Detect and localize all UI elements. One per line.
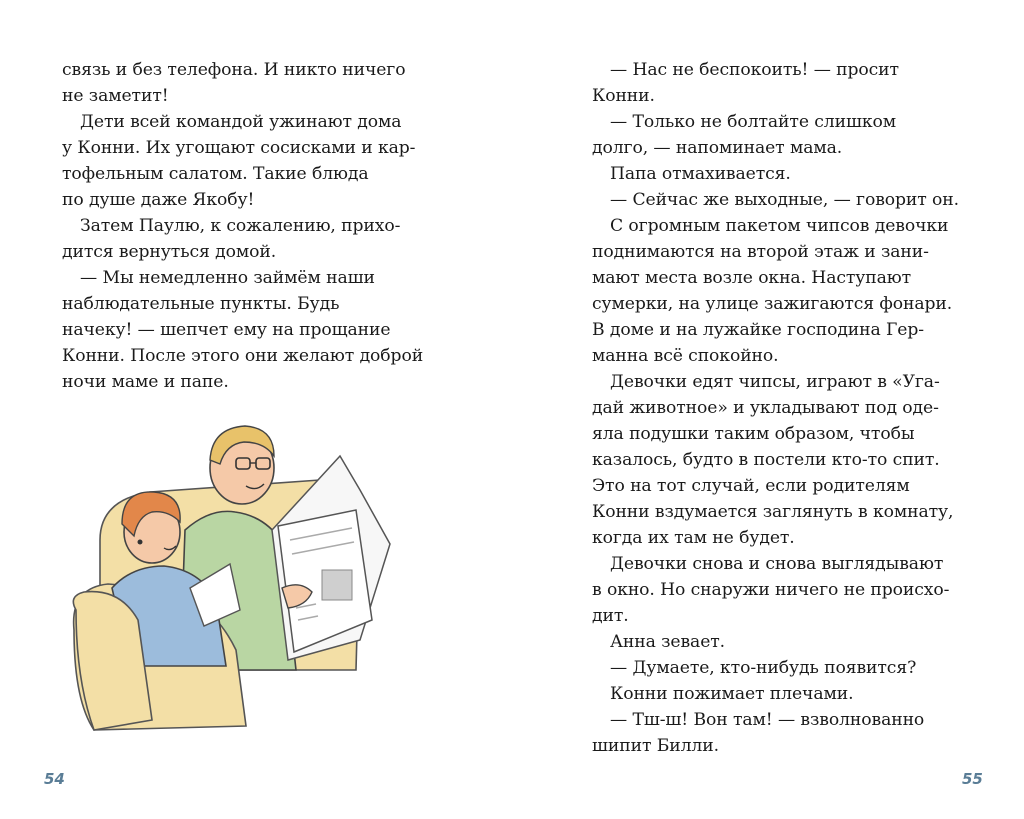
right-page-text-line: когда их там не будет. [592, 528, 795, 548]
right-page-text [592, 57, 976, 759]
right-page-text-line: — Нас не беспокоить! — просит [610, 60, 899, 80]
left-page-text-line: наблюдательные пункты. Будь [62, 294, 340, 314]
right-page-text-line: — Только не болтайте слишком [610, 112, 896, 132]
right-page-text-line: Папа отмахивается. [610, 164, 791, 184]
left-page-text-line: не заметит! [62, 86, 169, 106]
left-page-text-line: Дети всей командой ужинают дома [80, 112, 402, 132]
left-page-text-line: связь и без телефона. И никто ничего [62, 60, 406, 80]
left-page-text-line: — Мы немедленно займём наши [80, 268, 375, 288]
parents-reading-illustration [60, 420, 430, 740]
right-page-text-line: — Думаете, кто-нибудь появится? [610, 658, 917, 678]
right-page-text-line: С огромным пакетом чипсов девочки [610, 216, 949, 236]
right-page-text-line: дай животное» и укладывают под оде- [592, 398, 939, 418]
right-page-text-line: казалось, будто в постели кто-то спит. [592, 450, 940, 470]
left-page-text-line: по душе даже Якобу! [62, 190, 255, 210]
right-page-text-line: сумерки, на улице зажигаются фонари. [592, 294, 953, 314]
right-page-text-line: манна всё спокойно. [592, 346, 779, 366]
left-page-text-line: Конни. После этого они желают доброй [62, 346, 424, 366]
left-page-text-line: у Конни. Их угощают сосисками и кар- [62, 138, 416, 158]
page-number-left: 54 [44, 770, 65, 788]
left-page-text-line: ночи маме и папе. [62, 372, 229, 392]
right-page-text-line: шипит Билли. [592, 736, 719, 756]
right-page-text-line: Конни пожимает плечами. [610, 684, 854, 704]
right-page-text-line: дит. [592, 606, 629, 626]
page-number-right: 55 [962, 770, 983, 788]
right-page-text-line: долго, — напоминает мама. [592, 138, 843, 158]
right-page-text-line: мают места возле окна. Наступают [592, 268, 912, 288]
right-page-text-line: Анна зевает. [610, 632, 726, 652]
left-page-text-line: Затем Паулю, к сожалению, прихо- [80, 216, 401, 236]
left-page-text-line: начеку! — шепчет ему на прощание [62, 320, 391, 340]
left-page-text-line: дится вернуться домой. [62, 242, 277, 262]
right-page-text-line: яла подушки таким образом, чтобы [592, 424, 915, 444]
right-page-text-line: — Сейчас же выходные, — говорит он. [610, 190, 960, 210]
right-page [512, 0, 1024, 819]
left-page-text [62, 57, 434, 395]
right-page-text-line: поднимаются на второй этаж и зани- [592, 242, 929, 262]
right-page-text-line: Девочки снова и снова выглядывают [610, 554, 944, 574]
right-page-text-line: — Тш-ш! Вон там! — взволнованно [610, 710, 925, 730]
right-page-text-line: в окно. Но снаружи ничего не происхо- [592, 580, 950, 600]
left-page-text-line: тофельным салатом. Такие блюда [62, 164, 369, 184]
right-page-text-line: В доме и на лужайке господина Гер- [592, 320, 924, 340]
right-page-text-line: Конни вздумается заглянуть в комнату, [592, 502, 954, 522]
right-page-text-line: Конни. [592, 86, 655, 106]
right-page-text-line: Это на тот случай, если родителям [592, 476, 910, 496]
right-page-text-line: Девочки едят чипсы, играют в «Уга- [610, 372, 940, 392]
